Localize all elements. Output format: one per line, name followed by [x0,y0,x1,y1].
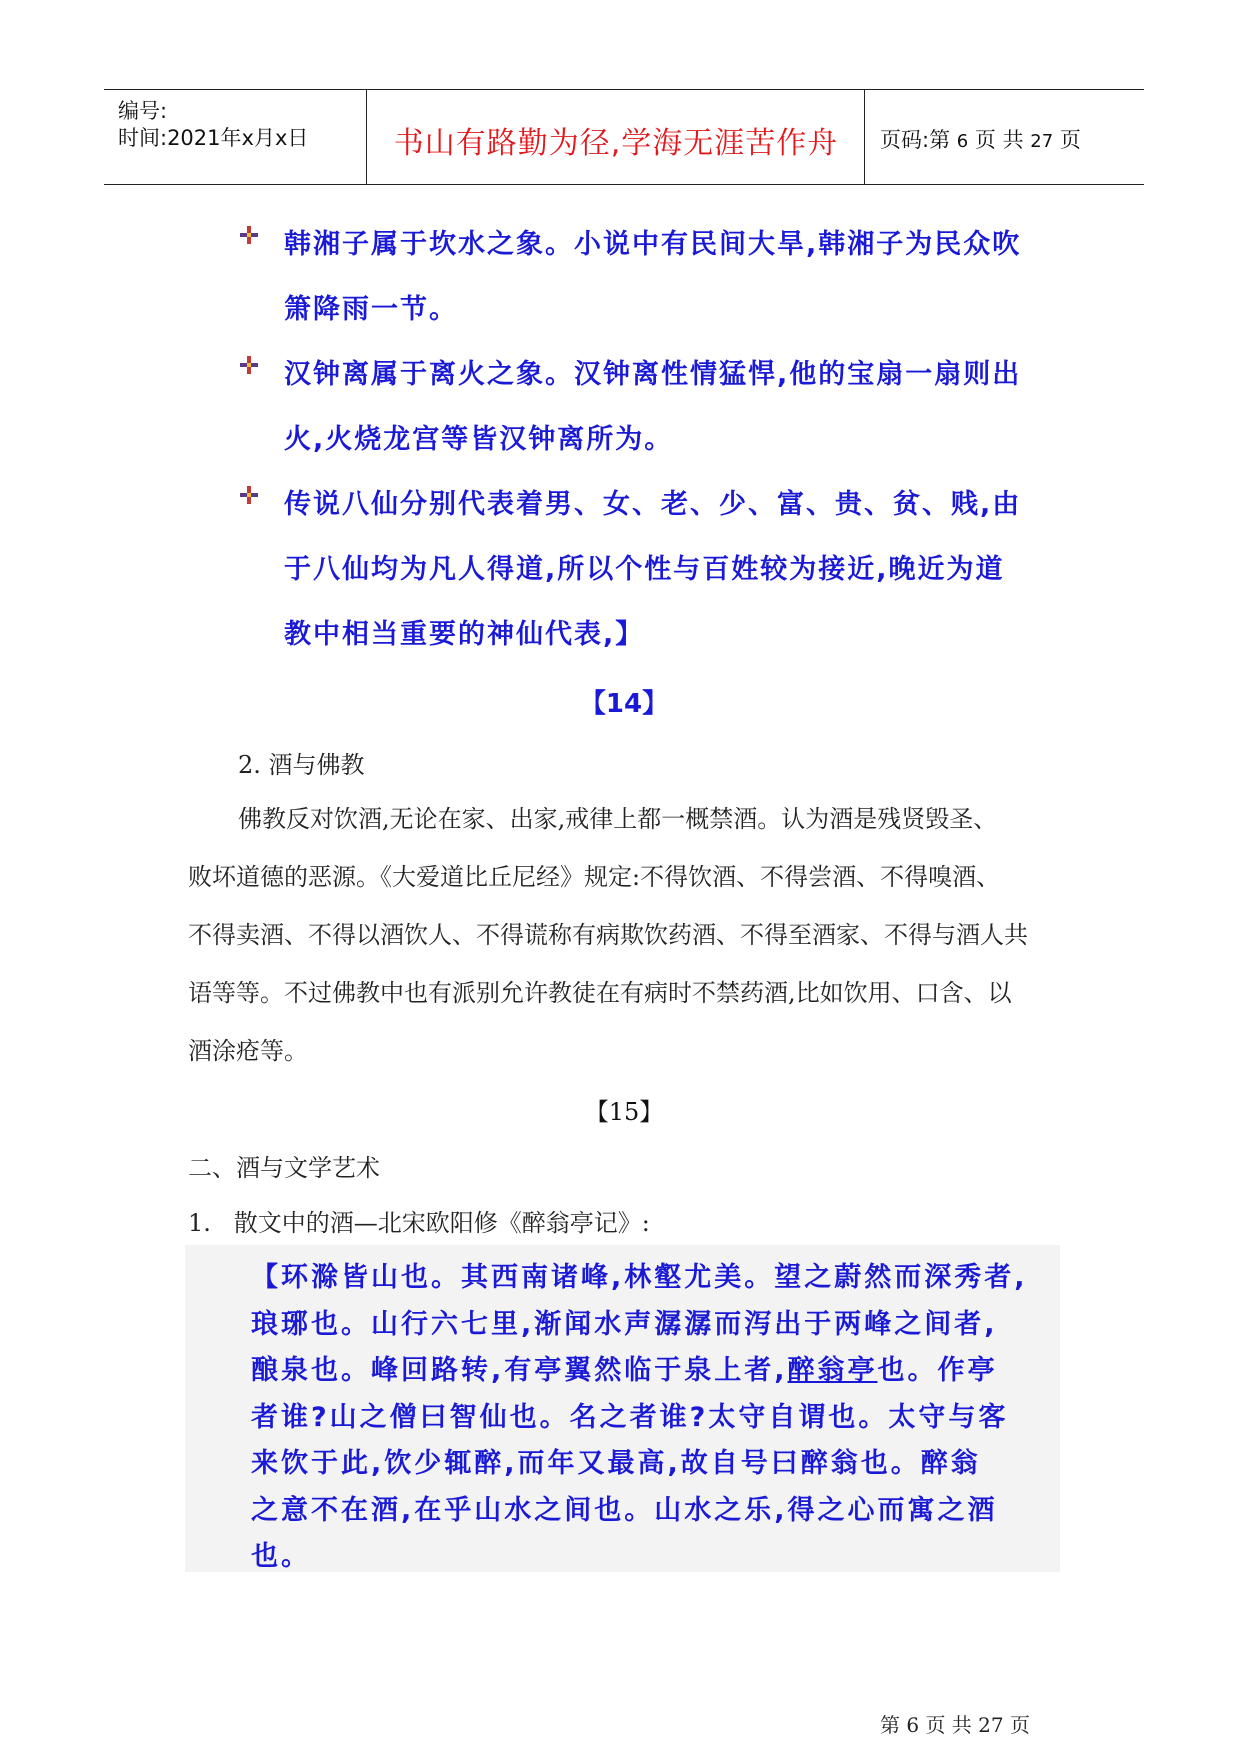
marker-15: 【15】 [584,1098,664,1126]
page-mid: 页 共 [974,128,1024,152]
bullet-2-line-1: 汉钟离属于离火之象。汉钟离性情猛悍,他的宝扇一扇则出 [284,359,1022,390]
page-code-label: 页码:第 [880,128,951,152]
bullet-cross-icon [238,354,260,376]
subsection-title: 2. 酒与佛教 [238,751,365,779]
bullet-3-line-2: 于八仙均为凡人得道,所以个性与百姓较为接近,晚近为道 [284,554,1005,585]
buddhism-para-line-1: 佛教反对饮酒,无论在家、出家,戒律上都一概禁酒。认为酒是残贤毁圣、 [238,805,998,833]
quote-line-6: 之意不在酒,在乎山水之间也。山水之乐,得之心而寓之酒 [251,1494,998,1526]
page-code [880,124,1081,154]
quote-line-4: 者谁?山之僧曰智仙也。名之者谁?太守自谓也。太守与客 [251,1401,1009,1433]
quote-line-7: 也。 [251,1541,311,1572]
page-footer: 第 6 页 共 27 页 [880,1713,1030,1737]
quote-line-3 [251,1348,1051,1395]
page-current: 6 [956,131,969,152]
page-header [104,89,1144,185]
quote-line-1: 【环滁皆山也。其西南诸峰,林壑尤美。望之蔚然而深秀者, [251,1262,1028,1293]
quote-line-2: 琅琊也。山行六七里,渐闻水声潺潺而泻出于两峰之间者, [251,1308,998,1340]
bullet-3-line-3: 教中相当重要的神仙代表,】 [284,619,645,650]
quote-line-3a: 酿泉也。峰回路转,有亭翼然临于泉上者, [251,1355,788,1386]
bullet-cross-icon [238,484,260,506]
time-label: 时间:2021年x月x日 [118,126,309,150]
header-left-cell [104,90,367,184]
bullet-1-line-1: 韩湘子属于坎水之象。小说中有民间大旱,韩湘子为民众吹 [284,229,1022,260]
quote-text [251,1255,1051,1581]
header-motto: 书山有路勤为径,学海无涯苦作舟 [393,126,839,161]
bullet-1-line-2: 箫降雨一节。 [284,294,458,325]
buddhism-para-line-3: 不得卖酒、不得以酒饮人、不得谎称有病欺饮药酒、不得至酒家、不得与酒人共 [188,921,1028,949]
bullet-3-line-1: 传说八仙分别代表着男、女、老、少、富、贵、贫、贱,由 [284,489,1022,520]
page-end: 页 [1059,128,1081,152]
buddhism-para-line-4: 语等等。不过佛教中也有派别允许教徒在有病时不禁药酒,比如饮用、口含、以 [188,979,1012,1007]
header-middle-cell [368,90,865,184]
quote-underlined-term: 醉翁亭 [787,1355,878,1386]
page-total: 27 [1030,131,1054,152]
header-right-cell [866,90,1142,184]
section-title: 二、酒与文学艺术 [188,1154,380,1182]
buddhism-para-line-5: 酒涂疮等。 [188,1037,308,1065]
quote-line-3b: 也。作亭 [877,1355,998,1386]
marker-14: 【14】 [579,689,669,719]
buddhism-para-line-2: 败坏道德的恶源。《大爱道比丘尼经》规定:不得饮酒、不得尝酒、不得嗅酒、 [188,863,1001,891]
number-label: 编号: [118,99,168,123]
item-1-title: 1. 散文中的酒—北宋欧阳修《醉翁亭记》: [188,1209,650,1237]
quote-box [185,1245,1060,1572]
bullet-2-line-2: 火,火烧龙宫等皆汉钟离所为。 [284,424,674,455]
bullet-cross-icon [238,224,260,246]
quote-line-5: 来饮于此,饮少辄醉,而年又最高,故自号曰醉翁也。醉翁 [251,1448,981,1479]
